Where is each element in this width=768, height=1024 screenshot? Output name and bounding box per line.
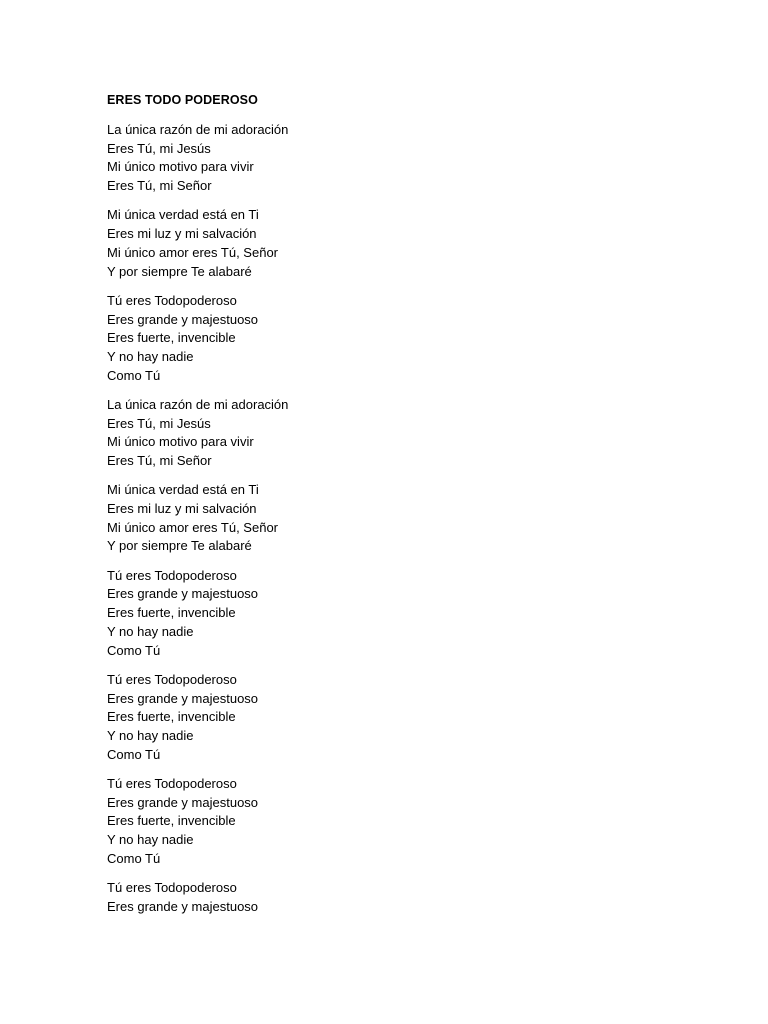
lyric-line: Eres fuerte, invencible: [107, 605, 236, 621]
lyric-line: Tú eres Todopoderoso: [107, 671, 237, 687]
lyric-line: Tú eres Todopoderoso: [107, 880, 237, 896]
lyric-line: La única razón de mi adoración: [107, 396, 289, 412]
stanza: [107, 671, 707, 765]
lyric-line: Tú eres Todopoderoso: [107, 567, 237, 583]
lyric-line: Tú eres Todopoderoso: [107, 775, 237, 791]
stanza: [107, 206, 707, 281]
lyric-line: La única razón de mi adoración: [107, 122, 289, 137]
lyric-line: Como Tú: [107, 367, 161, 383]
lyric-line: Y por siempre Te alabaré: [107, 263, 252, 279]
lyric-line: Eres mi luz y mi salvación: [107, 501, 257, 517]
lyric-line: Como Tú: [107, 642, 161, 658]
stanza: [107, 775, 707, 869]
stanza: [107, 396, 707, 471]
lyric-line: Y por siempre Te alabaré: [107, 538, 252, 554]
lyric-line: Eres grande y majestuoso: [107, 898, 259, 914]
lyric-line: Y no hay nadie: [107, 623, 194, 639]
lyric-line: Eres Tú, mi Señor: [107, 178, 212, 194]
page-title: ERES TODO PODEROSO: [107, 93, 258, 107]
lyric-line: Eres Tú, mi Jesús: [107, 140, 211, 156]
lyric-line: Mi única verdad está en Ti: [107, 482, 259, 498]
lyric-line: Como Tú: [107, 746, 161, 762]
lyric-line: Eres grande y majestuoso: [107, 311, 259, 327]
stanza: [107, 567, 707, 661]
lyric-line: Eres Tú, mi Señor: [107, 453, 212, 469]
lyric-line: Eres grande y majestuoso: [107, 794, 259, 810]
stanza: [107, 879, 707, 916]
lyric-line: Como Tú: [107, 850, 161, 866]
document-body: [107, 92, 707, 927]
lyric-line: Eres grande y majestuoso: [107, 586, 259, 602]
lyric-line: Mi único amor eres Tú, Señor: [107, 519, 278, 535]
lyric-line: Mi único motivo para vivir: [107, 159, 254, 175]
lyric-line: Y no hay nadie: [107, 727, 194, 743]
lyric-line: Eres Tú, mi Jesús: [107, 415, 211, 431]
stanza: [107, 292, 707, 386]
lyric-line: Mi única verdad está en Ti: [107, 207, 259, 223]
lyric-line: Eres grande y majestuoso: [107, 690, 259, 706]
lyric-line: Tú eres Todopoderoso: [107, 292, 237, 308]
lyric-line: Eres fuerte, invencible: [107, 709, 236, 725]
stanza: [107, 481, 707, 556]
lyric-line: Y no hay nadie: [107, 832, 194, 848]
lyric-line: Mi único motivo para vivir: [107, 434, 254, 450]
lyric-line: Y no hay nadie: [107, 348, 194, 364]
lyric-line: Eres fuerte, invencible: [107, 813, 236, 829]
lyric-line: Eres fuerte, invencible: [107, 330, 236, 346]
lyric-line: Mi único amor eres Tú, Señor: [107, 244, 278, 260]
lyric-line: Eres mi luz y mi salvación: [107, 226, 257, 242]
stanza: [107, 121, 707, 196]
